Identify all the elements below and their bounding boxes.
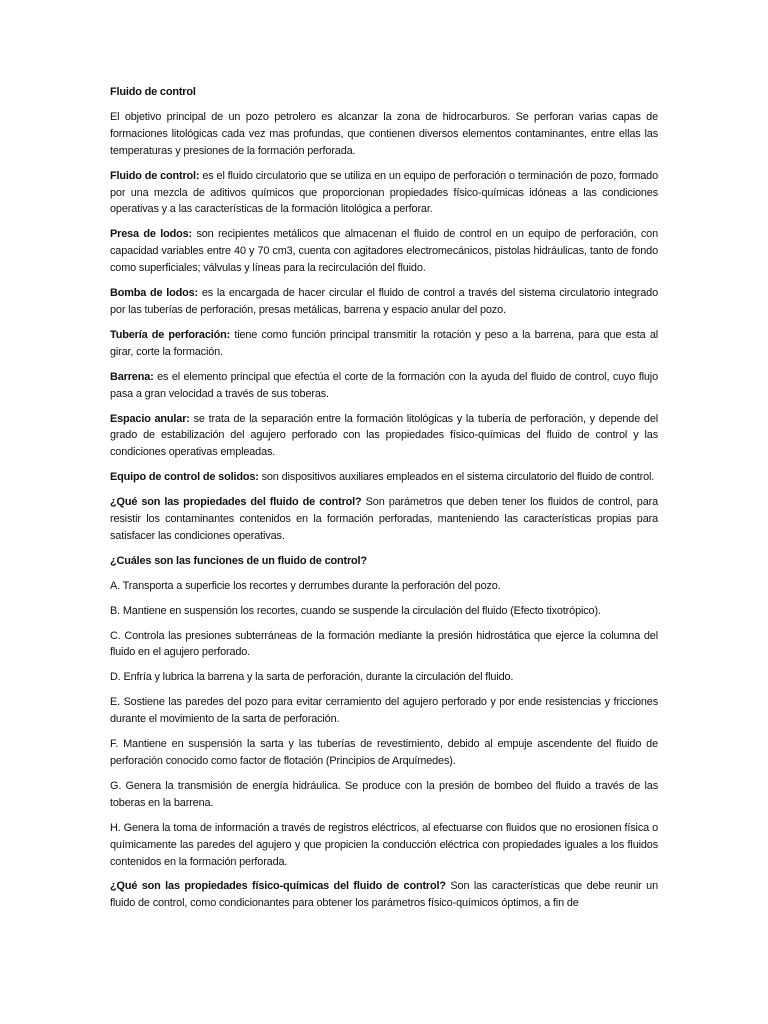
function-item-h: H. Genera la toma de información a través de registros eléctricos, al efectuarse con fluidos que no erosionen física o químicamente las paredes del agujero y que propicien la conducción eléctrica con propiedades iguales a los fluidos contenidos en la formación perforada. [110,821,658,868]
definition-term: Fluido de control: [110,169,200,182]
definition-text: tiene como función principal transmitir la rotación y peso a la barrena, para que esta al girar, corte la formación. [110,328,658,358]
definition-bomba-de-lodos [110,285,658,319]
function-item-b: B. Mantiene en suspensión los recortes, cuando se suspende la circulación del fluido (Efecto tixotrópico). [110,604,601,617]
definition-term: Bomba de lodos: [110,287,199,300]
document-page [110,84,658,920]
closing-text: Son las características que debe reunir un fluido de control, como condicionantes para obtener los parámetros físico-químicos óptimos, a fin de [110,880,658,910]
definition-text: Son parámetros que deben tener los fluidos de control, para resistir los contaminantes contenidos en la formación perforadas, manteniendo las características propias para satisfacer las condiciones operativas. [110,496,659,542]
definition-text: son dispositivos auxiliares empleados en el sistema circulatorio del fluido de control. [258,471,655,484]
functions-heading [110,553,658,570]
definition-text: es el elemento principal que efectúa el corte de la formación con la ayuda del fluido de control, cuyo flujo pasa a gran velocidad a través de sus toberas. [110,370,658,400]
definition-term: Presa de lodos: [110,228,192,241]
definition-espacio-anular [110,411,658,462]
definition-equipo-control-solidos [110,469,658,486]
document-title: Fluido de control [110,86,196,98]
closing-term: ¿Qué son las propiedades físico-químicas del fluido de control? [110,880,446,893]
definition-barrena [110,369,658,403]
definition-term: Equipo de control de solidos: [110,471,259,484]
definition-propiedades-fluido [110,494,658,545]
definition-term: Espacio anular: [110,412,190,425]
definition-term: Barrena: [110,370,154,383]
definition-term: ¿Qué son las propiedades del fluido de control? [110,496,362,509]
function-item-g: G. Genera la transmisión de energía hidráulica. Se produce con la presión de bombeo del fluido a través de las toberas en la barrena. [110,779,658,809]
definition-text: es la encargada de hacer circular el fluido de control a través del sistema circulatorio integrado por las tuberías de perforación, presas metálicas, barrena y espacio anular del pozo. [110,287,658,316]
definition-presa-de-lodos [110,226,658,277]
definition-fluido-de-control [110,168,658,219]
definition-term: Tubería de perforación: [110,328,231,341]
function-item-a: A. Transporta a superficie los recortes y derrumbes durante la perforación del pozo. [110,579,501,592]
closing-paragraph [110,878,658,912]
intro-paragraph: El objetivo principal de un pozo petrolero es alcanzar la zona de hidrocarburos. Se perforan varias capas de formaciones litológicas cada vez mas profundas, que contienen diversos elementos contaminantes, entre ellas las temperaturas y presiones de la formación perforada. [110,110,658,157]
function-item-d: D. Enfría y lubrica la barrena y la sarta de perforación, durante la circulación del fluido. [110,671,514,684]
definition-text: se trata de la separación entre la formación litológicas y la tubería de perforación, y depende del grado de estabilización del agujero perforado con las propiedades físico-químicas del fluido de control y las condiciones operativas empleadas. [110,412,658,459]
function-item-f: F. Mantiene en suspensión la sarta y las tuberías de revestimiento, debido al empuje ascendente del fluido de perforación conocido como factor de flotación (Principios de Arquímedes). [110,738,658,767]
function-item-c: C. Controla las presiones subterráneas de la formación mediante la presión hidrostática que ejerce la columna del fluido en el agujero perforado. [110,629,658,659]
definition-tuberia-de-perforacion [110,327,658,361]
function-item-e: E. Sostiene las paredes del pozo para evitar cerramiento del agujero perforado y por ende resistencias y fricciones durante el movimiento de la sarta de perforación. [110,696,658,726]
definition-text: son recipientes metálicos que almacenan el fluido de control en un equipo de perforación, con capacidad variables entre 40 y 70 cm3, cuenta con agitadores electromecánicos, pistolas hidráulicas, tanto de fondo como superficiales; válvulas y líneas para la recirculación del fluido. [110,228,658,275]
definition-text: es el fluido circulatorio que se utiliza en un equipo de perforación o terminación de pozo, formado por una mezcla de aditivos químicos que proporcionan propiedades físico-químicas idóneas a las condiciones operativas y a las características de la formación litológica a perforar. [110,169,658,216]
functions-heading-text: ¿Cuáles son las funciones de un fluido de control? [110,554,367,567]
